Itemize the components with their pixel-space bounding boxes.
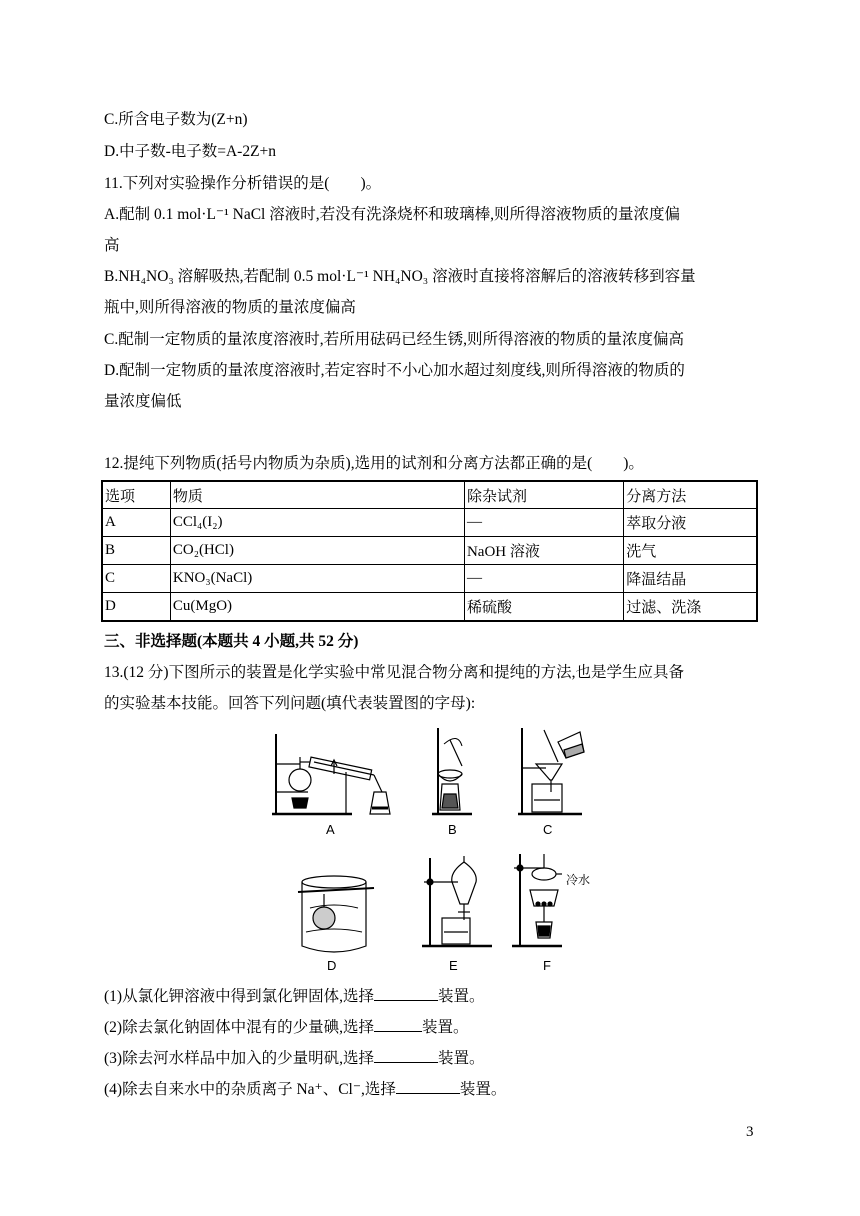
table-cell: NaOH 溶液 xyxy=(464,537,623,565)
figure-label-f: F xyxy=(543,958,551,973)
question-11-stem: 11.下列对实验操作分析错误的是( )。 xyxy=(104,175,382,192)
apparatus-f-cold-finger xyxy=(512,854,562,946)
question-13-part-2 xyxy=(104,1017,468,1038)
table-cell: 稀硫酸 xyxy=(464,593,623,622)
part-1-text: (1)从氯化钾溶液中得到氯化钾固体,选择 xyxy=(104,988,374,1005)
table-cell: KNO₃(NaCl) xyxy=(170,565,464,593)
part-2-text: (2)除去氯化钠固体中混有的少量碘,选择 xyxy=(104,1019,374,1036)
apparatus-c-filtration xyxy=(518,728,584,814)
separation-apparatus-figure xyxy=(262,722,598,976)
table-row xyxy=(102,537,757,565)
q11-option-b-line2: 瓶中,则所得溶液的物质的量浓度偏高 xyxy=(104,299,356,316)
answer-blank-1[interactable] xyxy=(374,986,438,1001)
part-4-suffix: 装置。 xyxy=(459,1081,507,1098)
purification-table xyxy=(101,480,758,622)
table-row xyxy=(102,593,757,622)
table-row xyxy=(102,565,757,593)
table-cell: 洗气 xyxy=(624,537,757,565)
figure-label-d: D xyxy=(327,958,337,973)
answer-blank-4[interactable] xyxy=(396,1079,460,1094)
page-number: 3 xyxy=(746,1124,754,1140)
table-cell: B xyxy=(102,537,170,565)
header-cell: 除杂试剂 xyxy=(464,481,623,509)
table-cell: D xyxy=(102,593,170,622)
q11-option-a-line1: A.配制 0.1 mol·L⁻¹ NaCl 溶液时,若没有洗涤烧杯和玻璃棒,则所得溶液物质的量浓度偏 xyxy=(104,206,680,223)
table-row xyxy=(102,509,757,537)
table-cell: 过滤、洗涤 xyxy=(624,593,757,622)
header-cell: 分离方法 xyxy=(624,481,757,509)
question-13-stem-line1: 13.(12 分)下图所示的装置是化学实验中常见混合物分离和提纯的方法,也是学生应具备 xyxy=(104,664,684,681)
apparatus-b-evaporation xyxy=(432,728,472,814)
table-cell: — xyxy=(464,565,623,593)
apparatus-a-distillation xyxy=(272,734,390,814)
table-cell: 萃取分液 xyxy=(624,509,757,537)
table-cell: 降温结晶 xyxy=(624,565,757,593)
part-4-text: (4)除去自来水中的杂质离子 Na⁺、Cl⁻,选择 xyxy=(104,1081,396,1098)
part-2-suffix: 装置。 xyxy=(421,1019,469,1036)
q11-option-a-line2: 高 xyxy=(104,237,120,254)
question-13-part-4 xyxy=(104,1079,506,1100)
apparatus-d-sublimation xyxy=(298,876,374,952)
q11-option-b-line1: B.NH₄NO₃ 溶解吸热,若配制 0.5 mol·L⁻¹ NH₄NO₃ 溶液时直接将溶解后的溶液转移到容量 xyxy=(104,268,696,285)
figure-label-b: B xyxy=(448,822,457,837)
header-cell: 选项 xyxy=(102,481,170,509)
q11-option-c: C.配制一定物质的量浓度溶液时,若所用砝码已经生锈,则所得溶液的物质的量浓度偏高 xyxy=(104,331,684,348)
figure-label-e: E xyxy=(449,958,458,973)
answer-blank-3[interactable] xyxy=(374,1048,438,1063)
option-c-line: C.所含电子数为(Z+n) xyxy=(104,111,248,128)
table-header-row xyxy=(102,481,757,509)
table-cell: CCl₄(I₂) xyxy=(170,509,464,537)
apparatus-e-separatory-funnel xyxy=(422,856,492,946)
question-13-part-1 xyxy=(104,986,484,1007)
answer-blank-2[interactable] xyxy=(374,1017,422,1032)
option-d-line: D.中子数-电子数=A-2Z+n xyxy=(104,143,277,160)
part-3-suffix: 装置。 xyxy=(437,1050,485,1067)
q11-option-d-line2: 量浓度偏低 xyxy=(104,393,182,410)
table-cell: — xyxy=(464,509,623,537)
part-3-text: (3)除去河水样品中加入的少量明矾,选择 xyxy=(104,1050,374,1067)
figure-label-c: C xyxy=(543,822,553,837)
table-cell: C xyxy=(102,565,170,593)
table-cell: CO₂(HCl) xyxy=(170,537,464,565)
cold-water-label: 冷水 xyxy=(566,873,591,887)
table-cell: A xyxy=(102,509,170,537)
question-12-stem: 12.提纯下列物质(括号内物质为杂质),选用的试剂和分离方法都正确的是( )。 xyxy=(104,455,644,472)
section-3-heading: 三、非选择题(本题共 4 小题,共 52 分) xyxy=(104,633,359,650)
header-cell: 物质 xyxy=(170,481,464,509)
part-1-suffix: 装置。 xyxy=(437,988,485,1005)
q11-option-d-line1: D.配制一定物质的量浓度溶液时,若定容时不小心加水超过刻度线,则所得溶液的物质的 xyxy=(104,362,685,379)
figure-label-a: A xyxy=(326,822,335,837)
table-cell: Cu(MgO) xyxy=(170,593,464,622)
question-13-part-3 xyxy=(104,1048,484,1069)
question-13-stem-line2: 的实验基本技能。回答下列问题(填代表装置图的字母): xyxy=(104,695,476,712)
